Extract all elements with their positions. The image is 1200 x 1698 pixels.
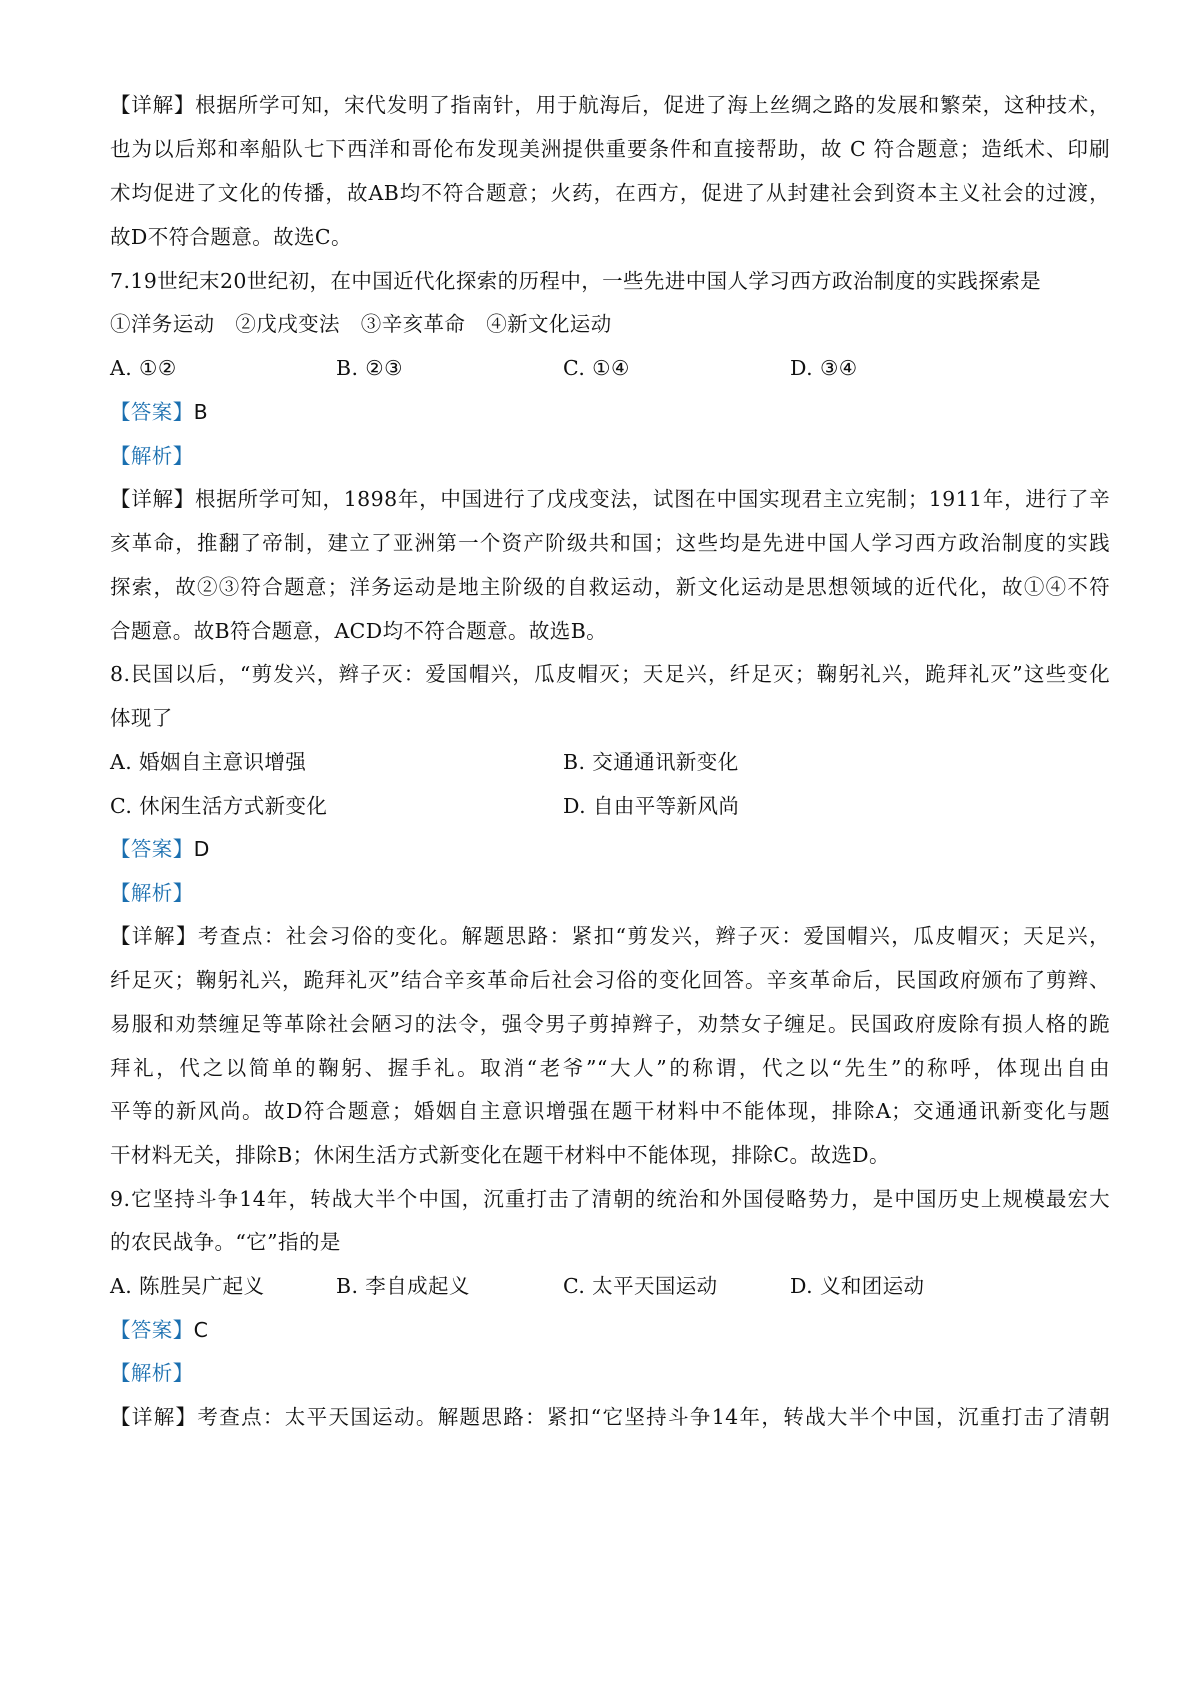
answer-label: 【答案】 bbox=[110, 400, 194, 424]
question-7-analysis-label: 【解析】 bbox=[110, 444, 194, 468]
question-8-detail-line: 易服和劝禁缠足等革除社会陋习的法令，强令男子剪掉辫子，劝禁女子缠足。民国政府废除有损人格的跪 bbox=[110, 1012, 1110, 1036]
question-8-stem: 体现了 bbox=[110, 706, 173, 730]
question-8-option-d: D. 自由平等新风尚 bbox=[563, 794, 740, 818]
question-9-answer bbox=[110, 1316, 1110, 1344]
answer-label: 【答案】 bbox=[110, 1318, 194, 1342]
question-8-detail-line: 拜礼，代之以简单的鞠躬、握手礼。取消“老爷”“大人”的称谓，代之以“先生”的称呼，体现出自由 bbox=[110, 1056, 1110, 1080]
question-9-analysis-label: 【解析】 bbox=[110, 1361, 194, 1385]
question-9-detail-line: 【详解】考查点：太平天国运动。解题思路：紧扣“它坚持斗争14年，转战大半个中国，沉重打击了清朝 bbox=[110, 1405, 1110, 1429]
detail-paragraph-line: 术均促进了文化的传播，故AB均不符合题意；火药，在西方，促进了从封建社会到资本主义社会的过渡， bbox=[110, 181, 1110, 205]
question-9-option-c: C. 太平天国运动 bbox=[563, 1274, 718, 1298]
answer-value: B bbox=[193, 400, 209, 424]
question-7-stem: 7.19世纪末20世纪初，在中国近代化探索的历程中，一些先进中国人学习西方政治制度的实践探索是 bbox=[110, 269, 1042, 293]
question-7-detail-line: 【详解】根据所学可知，1898年，中国进行了戊戌变法，试图在中国实现君主立宪制；1911年，进行了辛 bbox=[110, 487, 1110, 511]
answer-value: C bbox=[193, 1318, 209, 1342]
question-7-detail-line: 合题意。故B符合题意，ACD均不符合题意。故选B。 bbox=[110, 619, 608, 643]
question-8-detail-line: 干材料无关，排除B；休闲生活方式新变化在题干材料中不能体现，排除C。故选D。 bbox=[110, 1143, 890, 1167]
detail-paragraph-line: 故D不符合题意。故选C。 bbox=[110, 225, 352, 249]
question-7-detail-line: 探索，故②③符合题意；洋务运动是地主阶级的自救运动，新文化运动是思想领域的近代化，故①④不符 bbox=[110, 575, 1110, 599]
detail-label: 【详解】 bbox=[110, 487, 195, 511]
question-9-option-d: D. 义和团运动 bbox=[790, 1274, 925, 1298]
question-7-detail-line: 亥革命，推翻了帝制，建立了亚洲第一个资产阶级共和国；这些均是先进中国人学习西方政治制度的实践 bbox=[110, 531, 1110, 555]
detail-paragraph-line: 也为以后郑和率船队七下西洋和哥伦布发现美洲提供重要条件和直接帮助，故 C 符合题意；造纸术、印刷 bbox=[110, 137, 1110, 161]
question-7-items: ①洋务运动 ②戊戌变法 ③辛亥革命 ④新文化运动 bbox=[110, 312, 612, 336]
question-8-stem: 8.民国以后，“剪发兴，辫子灭：爱国帽兴，瓜皮帽灭；天足兴，纤足灭；鞠躬礼兴，跪拜礼灭”这些变化 bbox=[110, 662, 1110, 686]
answer-value: D bbox=[193, 837, 210, 861]
detail-label: 【详解】 bbox=[110, 1405, 198, 1429]
answer-label: 【答案】 bbox=[110, 837, 194, 861]
question-9-option-b: B. 李自成起义 bbox=[336, 1274, 470, 1298]
detail-label: 【详解】 bbox=[110, 93, 196, 117]
question-8-analysis-label: 【解析】 bbox=[110, 881, 194, 905]
detail-paragraph-line: 【详解】根据所学可知，宋代发明了指南针，用于航海后，促进了海上丝绸之路的发展和繁荣，这种技术， bbox=[110, 93, 1110, 117]
question-7-option-a: A. ①② bbox=[110, 356, 177, 380]
question-8-option-b: B. 交通通讯新变化 bbox=[563, 750, 739, 774]
question-7-answer bbox=[110, 398, 1110, 426]
question-9-option-a: A. 陈胜吴广起义 bbox=[110, 1274, 265, 1298]
question-7-option-b: B. ②③ bbox=[336, 356, 403, 380]
question-7-option-c: C. ①④ bbox=[563, 356, 630, 380]
question-8-answer bbox=[110, 835, 1110, 863]
detail-label: 【详解】 bbox=[110, 924, 198, 948]
question-8-detail-line: 平等的新风尚。故D符合题意；婚姻自主意识增强在题干材料中不能体现，排除A；交通通讯新变化与题 bbox=[110, 1099, 1110, 1123]
question-9-stem: 9.它坚持斗争14年，转战大半个中国，沉重打击了清朝的统治和外国侵略势力，是中国历史上规模最宏大 bbox=[110, 1187, 1110, 1211]
question-7-option-d: D. ③④ bbox=[790, 356, 858, 380]
question-8-detail-line: 【详解】考查点：社会习俗的变化。解题思路：紧扣“剪发兴，辫子灭：爱国帽兴，瓜皮帽灭；天足兴， bbox=[110, 924, 1110, 948]
question-8-option-a: A. 婚姻自主意识增强 bbox=[110, 750, 307, 774]
question-8-detail-line: 纤足灭；鞠躬礼兴，跪拜礼灭”结合辛亥革命后社会习俗的变化回答。辛亥革命后，民国政府颁布了剪辫、 bbox=[110, 968, 1110, 992]
question-8-option-c: C. 休闲生活方式新变化 bbox=[110, 794, 328, 818]
question-9-stem: 的农民战争。“它”指的是 bbox=[110, 1230, 341, 1254]
